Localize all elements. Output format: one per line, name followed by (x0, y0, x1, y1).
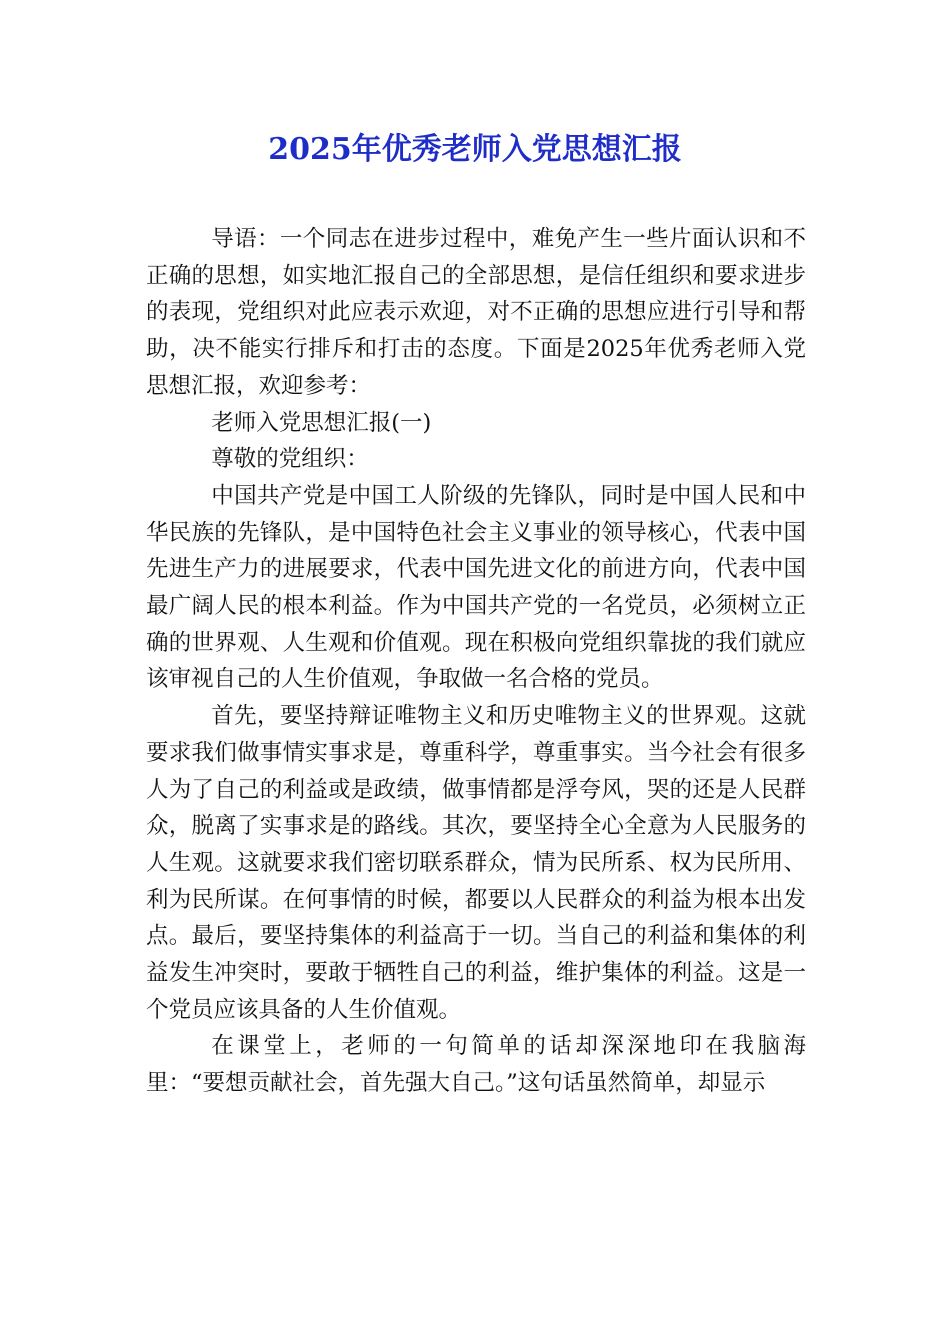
document-title: 2025年优秀老师入党思想汇报 (268, 132, 682, 167)
paragraph-salutation: 尊敬的党组织： (211, 446, 369, 473)
paragraph-section-heading: 老师入党思想汇报(一) (211, 409, 432, 436)
paragraph-body: 在课堂上，老师的一句简单的话却深深地印在我脑海里：“要想贡献社会，首先强大自己。”这句话虽然简单，却显示 (146, 1033, 806, 1097)
paragraph-intro: 导语：一个同志在进步过程中，难免产生一些片面认识和不正确的思想，如实地汇报自己的全部思想，是信任组织和要求进步的表现，党组织对此应表示欢迎，对不正确的思想应进行引导和帮助，决不能实行排斥和打击的态度。下面是2025年优秀老师入党思想汇报，欢迎参考： (146, 226, 806, 399)
document-body (146, 221, 806, 1102)
paragraph-body: 首先，要坚持辩证唯物主义和历史唯物主义的世界观。这就要求我们做事情实事求是，尊重科学，尊重事实。当今社会有很多人为了自己的利益或是政绩，做事情都是浮夸风，哭的还是人民群众，脱离了实事求是的路线。其次，要坚持全心全意为人民服务的人生观。这就要求我们密切联系群众，情为民所系、权为民所用、利为民所谋。在何事情的时候，都要以人民群众的利益为根本出发点。最后，要坚持集体的利益高于一切。当自己的利益和集体的利益发生冲突时，要敢于牺牲自己的利益，维护集体的利益。这是一个党员应该具备的人生价值观。 (146, 703, 806, 1023)
paragraph-body: 中国共产党是中国工人阶级的先锋队，同时是中国人民和中华民族的先锋队，是中国特色社会主义事业的领导核心，代表中国先进生产力的进展要求，代表中国先进文化的前进方向，代表中国最广阔人民的根本利益。作为中国共产党的一名党员，必须树立正确的世界观、人生观和价值观。现在积极向党组织靠拢的我们就应该审视自己的人生价值观，争取做一名合格的党员。 (146, 482, 806, 693)
